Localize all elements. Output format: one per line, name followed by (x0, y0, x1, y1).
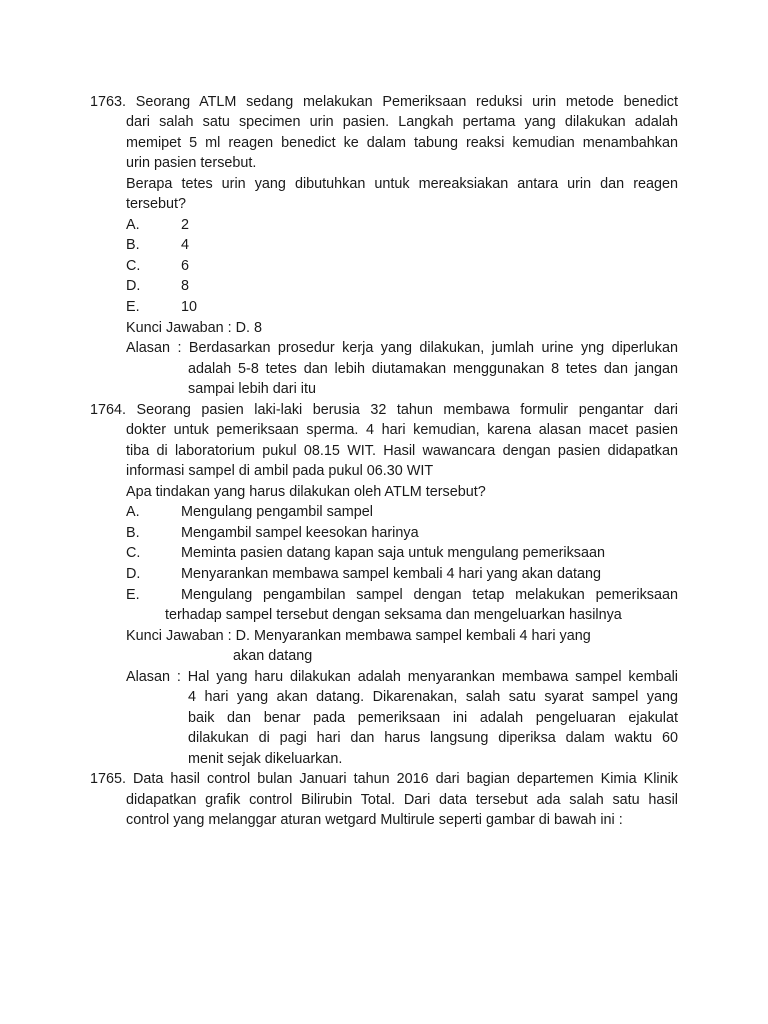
q1763-option-b-text: 4 (181, 237, 190, 253)
q1764-option-a-text: Mengulang pengambil sampel (181, 504, 373, 520)
q1763-answer-key: Kunci Jawaban : D. 8 (126, 320, 262, 336)
q1764-option-b-letter: B. (126, 525, 140, 541)
q1764-option-d-text: Menyarankan membawa sampel kembali 4 hari yang akan datang (181, 566, 601, 582)
q1764-reason-line-3: baik dan benar pada pemeriksaan ini adalah pengeluaran ejakulat (188, 710, 678, 726)
q1763-line-5: Berapa tetes urin yang dibutuhkan untuk mereaksiakan antara urin dan reagen (126, 176, 678, 192)
q1763-option-b-letter: B. (126, 237, 140, 253)
q1764-line-3: tiba di laboratorium pukul 08.15 WIT. Hasil wawancara dengan pasien didapatkan (126, 443, 678, 459)
q1763-line-4: urin pasien tersebut. (126, 155, 257, 171)
q1764-option-a-letter: A. (126, 504, 140, 520)
q1763-reason-line-2: adalah 5-8 tetes dan lebih diutamakan menggunakan 8 tetes dan jangan (188, 361, 678, 377)
q1764-line-2: dokter untuk pemeriksaan sperma. 4 hari kemudian, karena alasan macet pasien (126, 422, 678, 438)
q1764-line-5: Apa tindakan yang harus dilakukan oleh ATLM tersebut? (126, 484, 486, 500)
q1763-option-e-text: 10 (181, 299, 198, 315)
q1763-line-3: memipet 5 ml reagen benedict ke dalam tabung reaksi kemudian menambahkan (126, 135, 678, 151)
q1763-reason-line-1: Alasan : Berdasarkan prosedur kerja yang dilakukan, jumlah urine yng diperlukan (126, 340, 678, 356)
q1764-reason-line-4: dilakukan di pagi hari dan harus langsung diperiksa dalam waktu 60 (188, 730, 678, 746)
q1763-line-2: dari salah satu specimen urin pasien. Langkah pertama yang dilakukan adalah (126, 114, 678, 130)
q1763-option-c-letter: C. (126, 258, 141, 274)
q1764-line-4: informasi sampel di ambil pada pukul 06.30 WIT (126, 463, 434, 479)
q1763-option-a-text: 2 (181, 217, 190, 233)
q1765-line-2: didapatkan grafik control Bilirubin Total. Dari data tersebut ada salah satu hasil (126, 792, 678, 808)
q1764-answer-key-continuation: akan datang (233, 648, 313, 664)
q1764-option-c-text: Meminta pasien datang kapan saja untuk mengulang pemeriksaan (181, 545, 605, 561)
q1764-option-c-letter: C. (126, 545, 141, 561)
q1763-option-c-text: 6 (181, 258, 190, 274)
q1764-reason-line-5: menit sejak dikeluarkan. (188, 751, 343, 767)
q1764-option-e-continuation: terhadap sampel tersebut dengan seksama dan mengeluarkan hasilnya (165, 607, 622, 623)
q1763-line-6: tersebut? (126, 196, 187, 212)
q1763-option-d-letter: D. (126, 278, 141, 294)
q1764-reason-line-2: 4 hari yang akan datang. Dikarenakan, salah satu syarat sampel yang (188, 689, 678, 705)
q1764-option-e-letter: E. (126, 587, 140, 603)
q1764-option-b-text: Mengambil sampel keesokan harinya (181, 525, 419, 541)
q1763-line-1: 1763. Seorang ATLM sedang melakukan Pemeriksaan reduksi urin metode benedict (90, 94, 678, 110)
q1764-option-e-text: Mengulang pengambilan sampel dengan tetap melakukan pemeriksaan (181, 587, 678, 603)
q1764-option-d-letter: D. (126, 566, 141, 582)
q1764-answer-key: Kunci Jawaban : D. Menyarankan membawa sampel kembali 4 hari yang (126, 628, 591, 644)
q1763-option-e-letter: E. (126, 299, 140, 315)
q1764-reason-line-1: Alasan : Hal yang haru dilakukan adalah menyarankan membawa sampel kembali (126, 669, 678, 685)
q1765-line-1: 1765. Data hasil control bulan Januari tahun 2016 dari bagian departemen Kimia Klinik (90, 771, 678, 787)
q1763-option-d-text: 8 (181, 278, 190, 294)
q1765-line-3: control yang melanggar aturan wetgard Multirule seperti gambar di bawah ini : (126, 812, 623, 828)
q1763-reason-line-3: sampai lebih dari itu (188, 381, 316, 397)
q1763-option-a-letter: A. (126, 217, 140, 233)
q1764-line-1: 1764. Seorang pasien laki-laki berusia 32 tahun membawa formulir pengantar dari (90, 402, 678, 418)
